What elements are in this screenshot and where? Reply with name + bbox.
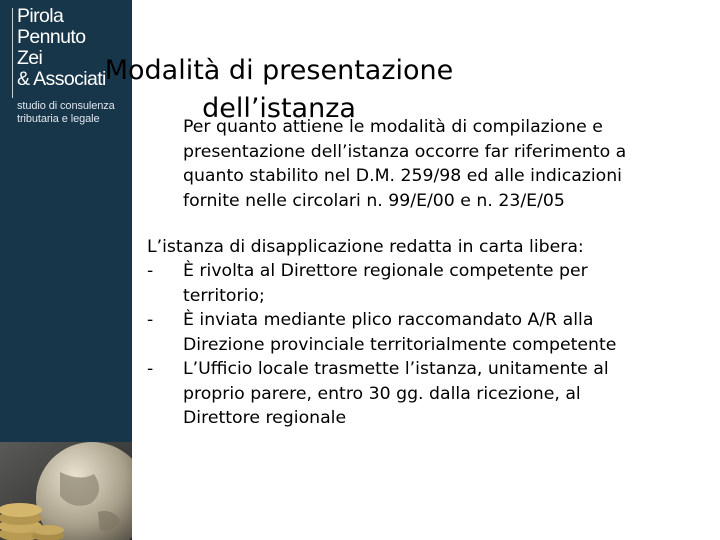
title-line: dell’istanza <box>202 93 356 125</box>
globe-coins-illustration <box>0 442 132 540</box>
list-item <box>147 259 707 308</box>
title-line: Modalità di presentazione <box>104 55 454 87</box>
intro-line: presentazione dell’istanza occorre far riferimento a <box>183 141 627 162</box>
logo-line: Pennuto <box>17 26 86 48</box>
logo-line: Pirola <box>17 5 64 27</box>
bullet-line: Direzione provinciale territorialmente competente <box>183 334 617 355</box>
bullet-dash: - <box>147 261 154 281</box>
intro-line: Per quanto attiene le modalità di compilazione e <box>183 117 603 137</box>
globe-coins-image <box>0 442 132 540</box>
logo-line: & Associati <box>17 68 106 90</box>
bullet-dash: - <box>147 359 154 379</box>
intro-paragraph <box>183 115 703 213</box>
list-item <box>147 308 707 357</box>
intro-line: quanto stabilito nel D.M. 259/98 ed alle indicazioni <box>183 166 622 186</box>
list-item <box>147 357 707 431</box>
bullet-line: proprio parere, entro 30 gg. dalla ricezione, al <box>183 383 581 404</box>
bullet-line: L’Ufficio locale trasmette l’istanza, unitamente al <box>183 359 609 379</box>
intro-line: fornite nelle circolari n. 99/E/00 e n. 23/E/05 <box>183 190 565 211</box>
bullet-dash: - <box>147 310 154 330</box>
bullet-list <box>147 259 707 431</box>
bullet-line: territorio; <box>183 285 265 306</box>
tagline-line: studio di consulenza <box>17 100 115 112</box>
bullet-line: È inviata mediante plico raccomandato A/R alla <box>183 310 594 330</box>
tagline-line: tributaria e legale <box>17 112 100 125</box>
logo-line: Zei <box>17 47 43 69</box>
lead-sentence: L’istanza di disapplicazione redatta in carta libera: <box>147 237 584 257</box>
bullet-line: Direttore regionale <box>183 408 347 428</box>
bullet-line: È rivolta al Direttore regionale competente per <box>183 261 588 281</box>
